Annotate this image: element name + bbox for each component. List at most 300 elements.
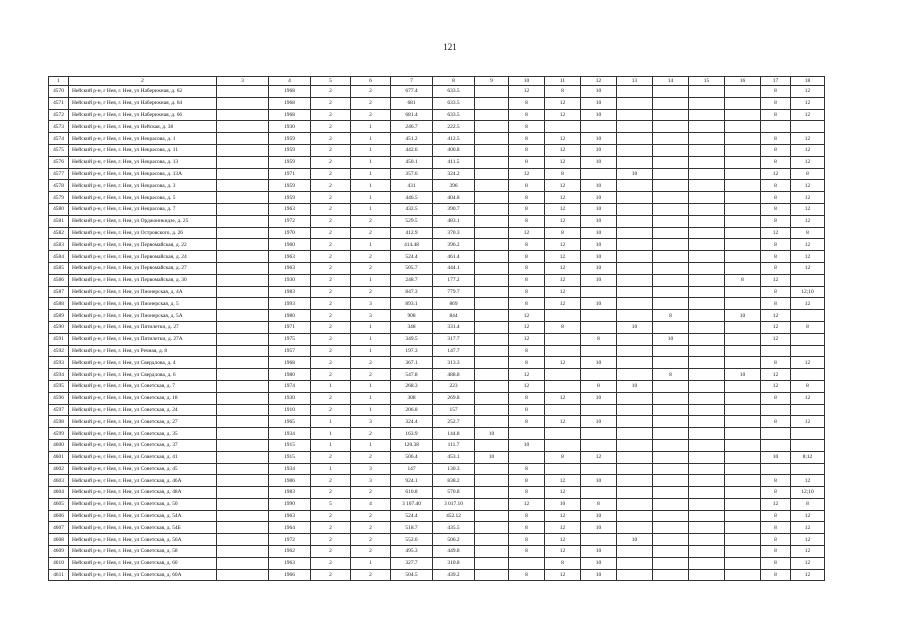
table-cell: 439.2: [433, 569, 475, 581]
table-cell: 8: [509, 546, 545, 558]
table-cell: [725, 144, 761, 156]
column-number: 3: [217, 77, 269, 86]
table-cell: [653, 133, 689, 145]
table-cell: 2: [311, 345, 351, 357]
table-cell: [653, 498, 689, 510]
table-cell: [581, 345, 617, 357]
table-cell: 8: [761, 475, 791, 487]
table-cell: 348: [391, 321, 433, 333]
column-number: 15: [689, 77, 725, 86]
table-cell: [509, 428, 545, 440]
table-cell: [217, 404, 269, 416]
table-cell: 10: [581, 475, 617, 487]
table-cell: 1980: [269, 310, 311, 322]
table-cell: [653, 439, 689, 451]
table-cell: [653, 86, 689, 98]
table-cell: [217, 310, 269, 322]
table-cell: 12: [509, 380, 545, 392]
page-number: 121: [443, 42, 457, 52]
table-cell: 12: [791, 262, 825, 274]
table-cell: [725, 333, 761, 345]
table-cell: 1: [351, 156, 391, 168]
table-cell: 8: [761, 416, 791, 428]
table-cell: 1: [311, 416, 351, 428]
table-cell: [617, 121, 653, 133]
table-cell: 2: [351, 369, 391, 381]
table-cell: [475, 156, 509, 168]
table-cell: 1: [351, 203, 391, 215]
table-cell: 449.8: [433, 546, 475, 558]
table-cell: [217, 97, 269, 109]
table-cell: 10: [581, 274, 617, 286]
table-cell: 2: [351, 357, 391, 369]
table-cell: [217, 180, 269, 192]
column-number: 9: [475, 77, 509, 86]
table-cell: 8: [509, 109, 545, 121]
table-cell: [475, 310, 509, 322]
table-cell: 495.3: [391, 546, 433, 558]
table-cell: [475, 274, 509, 286]
table-cell: [217, 463, 269, 475]
table-cell: 2: [311, 404, 351, 416]
address-cell: Нейский р-н, г Нея, г. Нея, ул Некрасова, д. 3: [69, 180, 217, 192]
table-row: [49, 428, 825, 440]
table-cell: [217, 369, 269, 381]
table-cell: [509, 557, 545, 569]
table-cell: 390.7: [433, 203, 475, 215]
table-cell: 2: [311, 569, 351, 581]
table-row: [49, 557, 825, 569]
table-cell: [689, 546, 725, 558]
table-cell: 8: [761, 557, 791, 569]
table-cell: 12: [509, 369, 545, 381]
table-cell: [475, 286, 509, 298]
table-cell: 349.5: [391, 333, 433, 345]
table-cell: 1975: [269, 333, 311, 345]
table-cell: 8: [761, 392, 791, 404]
table-cell: [617, 498, 653, 510]
table-cell: 2: [351, 487, 391, 499]
table-cell: [725, 522, 761, 534]
table-cell: [217, 298, 269, 310]
table-cell: [617, 215, 653, 227]
row-number-cell: 4595: [49, 380, 69, 392]
table-cell: 1974: [269, 380, 311, 392]
table-cell: 10: [581, 180, 617, 192]
table-cell: 1930: [269, 392, 311, 404]
row-number-cell: 4581: [49, 215, 69, 227]
table-cell: 400.8: [433, 144, 475, 156]
table-cell: 1910: [269, 404, 311, 416]
table-cell: [653, 321, 689, 333]
table-cell: 2: [311, 180, 351, 192]
table-cell: [617, 156, 653, 168]
table-cell: 10: [581, 569, 617, 581]
table-cell: [725, 286, 761, 298]
row-number-cell: 4578: [49, 180, 69, 192]
row-number-cell: 4591: [49, 333, 69, 345]
table-cell: [475, 510, 509, 522]
table-cell: 12: [509, 321, 545, 333]
table-row: [49, 274, 825, 286]
table-row: [49, 286, 825, 298]
address-cell: Нейский р-н, г Нея, г. Нея, ул Речная, д. 8: [69, 345, 217, 357]
table-cell: [791, 439, 825, 451]
table-cell: [217, 522, 269, 534]
column-number: 18: [791, 77, 825, 86]
table-cell: 8: [761, 522, 791, 534]
table-cell: 1: [351, 133, 391, 145]
table-cell: [475, 298, 509, 310]
table-cell: [725, 133, 761, 145]
table-cell: 1971: [269, 168, 311, 180]
table-cell: [725, 392, 761, 404]
row-number-cell: 4573: [49, 121, 69, 133]
row-number-cell: 4585: [49, 262, 69, 274]
table-cell: 8: [791, 321, 825, 333]
table-cell: [217, 168, 269, 180]
table-cell: 8;12: [791, 451, 825, 463]
table-cell: 1983: [269, 487, 311, 499]
table-cell: 2: [351, 522, 391, 534]
table-cell: 8: [761, 286, 791, 298]
table-cell: [217, 498, 269, 510]
address-cell: Нейский р-н, г Нея, г. Нея, ул Советская, д. 54А: [69, 510, 217, 522]
row-number-cell: 4584: [49, 251, 69, 263]
table-cell: [581, 404, 617, 416]
table-cell: 488.8: [433, 369, 475, 381]
table-cell: 8: [791, 168, 825, 180]
table-cell: [581, 286, 617, 298]
table-cell: 10: [725, 310, 761, 322]
table-row: [49, 251, 825, 263]
table-cell: [617, 392, 653, 404]
table-cell: 2: [311, 97, 351, 109]
table-cell: 12: [791, 215, 825, 227]
table-cell: [617, 451, 653, 463]
column-number: 5: [311, 77, 351, 86]
table-cell: 111.7: [433, 439, 475, 451]
table-cell: [217, 357, 269, 369]
table-cell: 681.4: [391, 109, 433, 121]
table-cell: [653, 380, 689, 392]
table-cell: 8: [761, 239, 791, 251]
table-cell: 1934: [269, 463, 311, 475]
table-cell: [617, 369, 653, 381]
table-cell: [617, 227, 653, 239]
table-cell: 2: [351, 286, 391, 298]
table-cell: [689, 203, 725, 215]
table-cell: 2: [311, 286, 351, 298]
table-cell: 8: [509, 239, 545, 251]
table-cell: 1: [311, 428, 351, 440]
table-cell: [689, 180, 725, 192]
table-cell: [725, 380, 761, 392]
table-cell: 12: [791, 133, 825, 145]
table-cell: 12: [791, 475, 825, 487]
table-cell: [791, 428, 825, 440]
table-cell: 8: [581, 380, 617, 392]
table-cell: 8: [509, 251, 545, 263]
table-cell: 10: [581, 133, 617, 145]
table-cell: [725, 534, 761, 546]
table-cell: 10: [581, 215, 617, 227]
table-cell: [689, 522, 725, 534]
table-cell: [217, 86, 269, 98]
table-cell: [791, 274, 825, 286]
table-cell: [545, 333, 581, 345]
table-cell: 444.1: [433, 262, 475, 274]
table-cell: [475, 534, 509, 546]
table-cell: [617, 286, 653, 298]
table-cell: [217, 428, 269, 440]
address-cell: Нейский р-н, г Нея, г. Нея, ул Набережная, д. 64: [69, 97, 217, 109]
address-cell: Нейский р-н, г Нея, г. Нея, ул Советская, д. 41: [69, 451, 217, 463]
table-cell: 838.2: [433, 475, 475, 487]
table-cell: 324.4: [391, 416, 433, 428]
table-cell: 248.7: [391, 274, 433, 286]
table-cell: 1968: [269, 357, 311, 369]
table-cell: [217, 274, 269, 286]
table-cell: [689, 369, 725, 381]
table-cell: 2: [311, 192, 351, 204]
address-cell: Нейский р-н, г Нея, г. Нея, ул Некрасова, д. 13А: [69, 168, 217, 180]
table-cell: [689, 192, 725, 204]
table-cell: 120.38: [391, 439, 433, 451]
table-cell: 452.12: [433, 510, 475, 522]
table-cell: [689, 144, 725, 156]
table-cell: [689, 262, 725, 274]
table-row: [49, 298, 825, 310]
table-cell: [725, 546, 761, 558]
table-cell: [475, 97, 509, 109]
row-number-cell: 4571: [49, 97, 69, 109]
address-cell: Нейский р-н, г Нея, г. Нея, ул Пятилетки, д. 27А: [69, 333, 217, 345]
table-cell: 2: [311, 239, 351, 251]
table-cell: [689, 392, 725, 404]
table-cell: 461.4: [433, 251, 475, 263]
table-row: [49, 180, 825, 192]
table-cell: 3 017.10: [433, 498, 475, 510]
column-number: 13: [617, 77, 653, 86]
address-cell: Нейский р-н, г Нея, г. Нея, ул Некрасова, д. 13: [69, 156, 217, 168]
table-cell: 1960: [269, 239, 311, 251]
table-cell: 8: [509, 180, 545, 192]
table-cell: 2: [351, 569, 391, 581]
table-cell: [617, 274, 653, 286]
table-cell: 1: [311, 439, 351, 451]
table-row: [49, 475, 825, 487]
table-row: [49, 133, 825, 145]
table-cell: 3: [351, 475, 391, 487]
table-cell: 3 107.40: [391, 498, 433, 510]
table-cell: 8: [545, 451, 581, 463]
table-cell: 2: [311, 109, 351, 121]
table-cell: 357.6: [391, 168, 433, 180]
table-cell: [725, 416, 761, 428]
table-cell: 8: [545, 321, 581, 333]
table-cell: 8: [509, 534, 545, 546]
table-cell: 1972: [269, 215, 311, 227]
table-cell: 12: [509, 310, 545, 322]
table-cell: [475, 557, 509, 569]
row-number-cell: 4588: [49, 298, 69, 310]
column-number: 2: [69, 77, 217, 86]
table-cell: 8: [545, 557, 581, 569]
table-cell: 1959: [269, 144, 311, 156]
table-cell: 8: [761, 133, 791, 145]
table-cell: [689, 357, 725, 369]
table-cell: [475, 475, 509, 487]
table-cell: [653, 557, 689, 569]
table-cell: 2: [351, 262, 391, 274]
table-cell: [475, 239, 509, 251]
table-cell: 12: [761, 369, 791, 381]
table-cell: [617, 239, 653, 251]
table-cell: 10: [761, 451, 791, 463]
table-cell: 8: [581, 333, 617, 345]
table-cell: [689, 227, 725, 239]
table-cell: 2: [311, 475, 351, 487]
table-cell: 8: [509, 463, 545, 475]
table-cell: [545, 439, 581, 451]
table-cell: 1971: [269, 321, 311, 333]
table-cell: [581, 321, 617, 333]
table-cell: 327.7: [391, 557, 433, 569]
table-cell: [475, 546, 509, 558]
row-number-cell: 4606: [49, 510, 69, 522]
table-cell: 396.2: [433, 239, 475, 251]
table-cell: 8: [509, 156, 545, 168]
table-cell: 157: [433, 404, 475, 416]
table-cell: [689, 498, 725, 510]
table-cell: [725, 345, 761, 357]
table-cell: 10: [581, 357, 617, 369]
table-cell: 10: [581, 203, 617, 215]
table-cell: [653, 487, 689, 499]
table-cell: 1: [351, 168, 391, 180]
table-cell: 12: [761, 333, 791, 345]
table-cell: 8: [509, 345, 545, 357]
table-cell: [217, 321, 269, 333]
table-cell: 12: [545, 475, 581, 487]
table-cell: [653, 451, 689, 463]
table-cell: 268.3: [391, 380, 433, 392]
table-cell: [217, 333, 269, 345]
table-row: [49, 369, 825, 381]
table-cell: 2: [311, 215, 351, 227]
table-cell: 8: [509, 392, 545, 404]
table-cell: 1: [351, 274, 391, 286]
table-cell: 506.4: [391, 451, 433, 463]
table-cell: 252.7: [433, 416, 475, 428]
table-cell: [581, 487, 617, 499]
table-cell: 446.5: [391, 192, 433, 204]
table-cell: [545, 121, 581, 133]
row-number-cell: 4598: [49, 416, 69, 428]
table-cell: 310.8: [433, 557, 475, 569]
table-cell: 2: [351, 251, 391, 263]
table-cell: [217, 475, 269, 487]
table-cell: [475, 487, 509, 499]
table-cell: [689, 380, 725, 392]
table-cell: 1: [351, 557, 391, 569]
address-cell: Нейский р-н, г Нея, г. Нея, ул Нейская, д. 38: [69, 121, 217, 133]
table-cell: [725, 557, 761, 569]
table-cell: [581, 168, 617, 180]
table-cell: 12: [545, 203, 581, 215]
table-cell: [725, 86, 761, 98]
table-cell: 1: [351, 439, 391, 451]
row-number-cell: 4607: [49, 522, 69, 534]
table-cell: 12: [545, 510, 581, 522]
table-cell: 246.7: [391, 121, 433, 133]
table-cell: [217, 144, 269, 156]
table-cell: 8: [509, 144, 545, 156]
table-row: [49, 227, 825, 239]
row-number-cell: 4590: [49, 321, 69, 333]
table-cell: 12: [791, 534, 825, 546]
table-cell: [653, 522, 689, 534]
address-cell: Нейский р-н, г Нея, г. Нея, ул Советская, д. 60: [69, 557, 217, 569]
table-cell: 442.6: [391, 144, 433, 156]
table-cell: [581, 121, 617, 133]
table-cell: 8: [791, 227, 825, 239]
row-number-cell: 4592: [49, 345, 69, 357]
table-cell: 12: [545, 286, 581, 298]
table-cell: [217, 215, 269, 227]
table-cell: 924.1: [391, 475, 433, 487]
table-cell: [475, 251, 509, 263]
table-cell: 1: [351, 239, 391, 251]
table-cell: [217, 121, 269, 133]
table-cell: 681: [391, 97, 433, 109]
table-cell: 12: [509, 168, 545, 180]
table-cell: [725, 439, 761, 451]
table-cell: [689, 251, 725, 263]
table-row: [49, 534, 825, 546]
table-cell: [653, 404, 689, 416]
table-cell: [617, 203, 653, 215]
address-cell: Нейский р-н, г Нея, г. Нея, ул Советская, д. 35: [69, 428, 217, 440]
table-cell: [581, 534, 617, 546]
table-cell: 677.4: [391, 86, 433, 98]
table-cell: 10: [509, 439, 545, 451]
table-cell: [217, 109, 269, 121]
table-cell: [653, 168, 689, 180]
table-cell: 2: [311, 487, 351, 499]
table-cell: [475, 333, 509, 345]
table-cell: 1959: [269, 192, 311, 204]
table-cell: 12: [509, 227, 545, 239]
table-cell: [475, 416, 509, 428]
table-cell: 2: [311, 534, 351, 546]
table-row: [49, 380, 825, 392]
table-cell: 8: [509, 569, 545, 581]
table-cell: 8: [761, 109, 791, 121]
address-cell: Нейский р-н, г Нея, г. Нея, ул Советская, д. 56А: [69, 534, 217, 546]
table-row: [49, 546, 825, 558]
table-cell: 1963: [269, 510, 311, 522]
row-number-cell: 4597: [49, 404, 69, 416]
address-cell: Нейский р-н, г Нея, г. Нея, ул Советская, д. 37: [69, 439, 217, 451]
table-cell: [689, 97, 725, 109]
table-cell: 10: [581, 144, 617, 156]
table-cell: 2: [351, 534, 391, 546]
table-cell: 529.5: [391, 215, 433, 227]
address-cell: Нейский р-н, г Нея, г. Нея, ул Первомайская, д. 22: [69, 239, 217, 251]
table-cell: [617, 357, 653, 369]
